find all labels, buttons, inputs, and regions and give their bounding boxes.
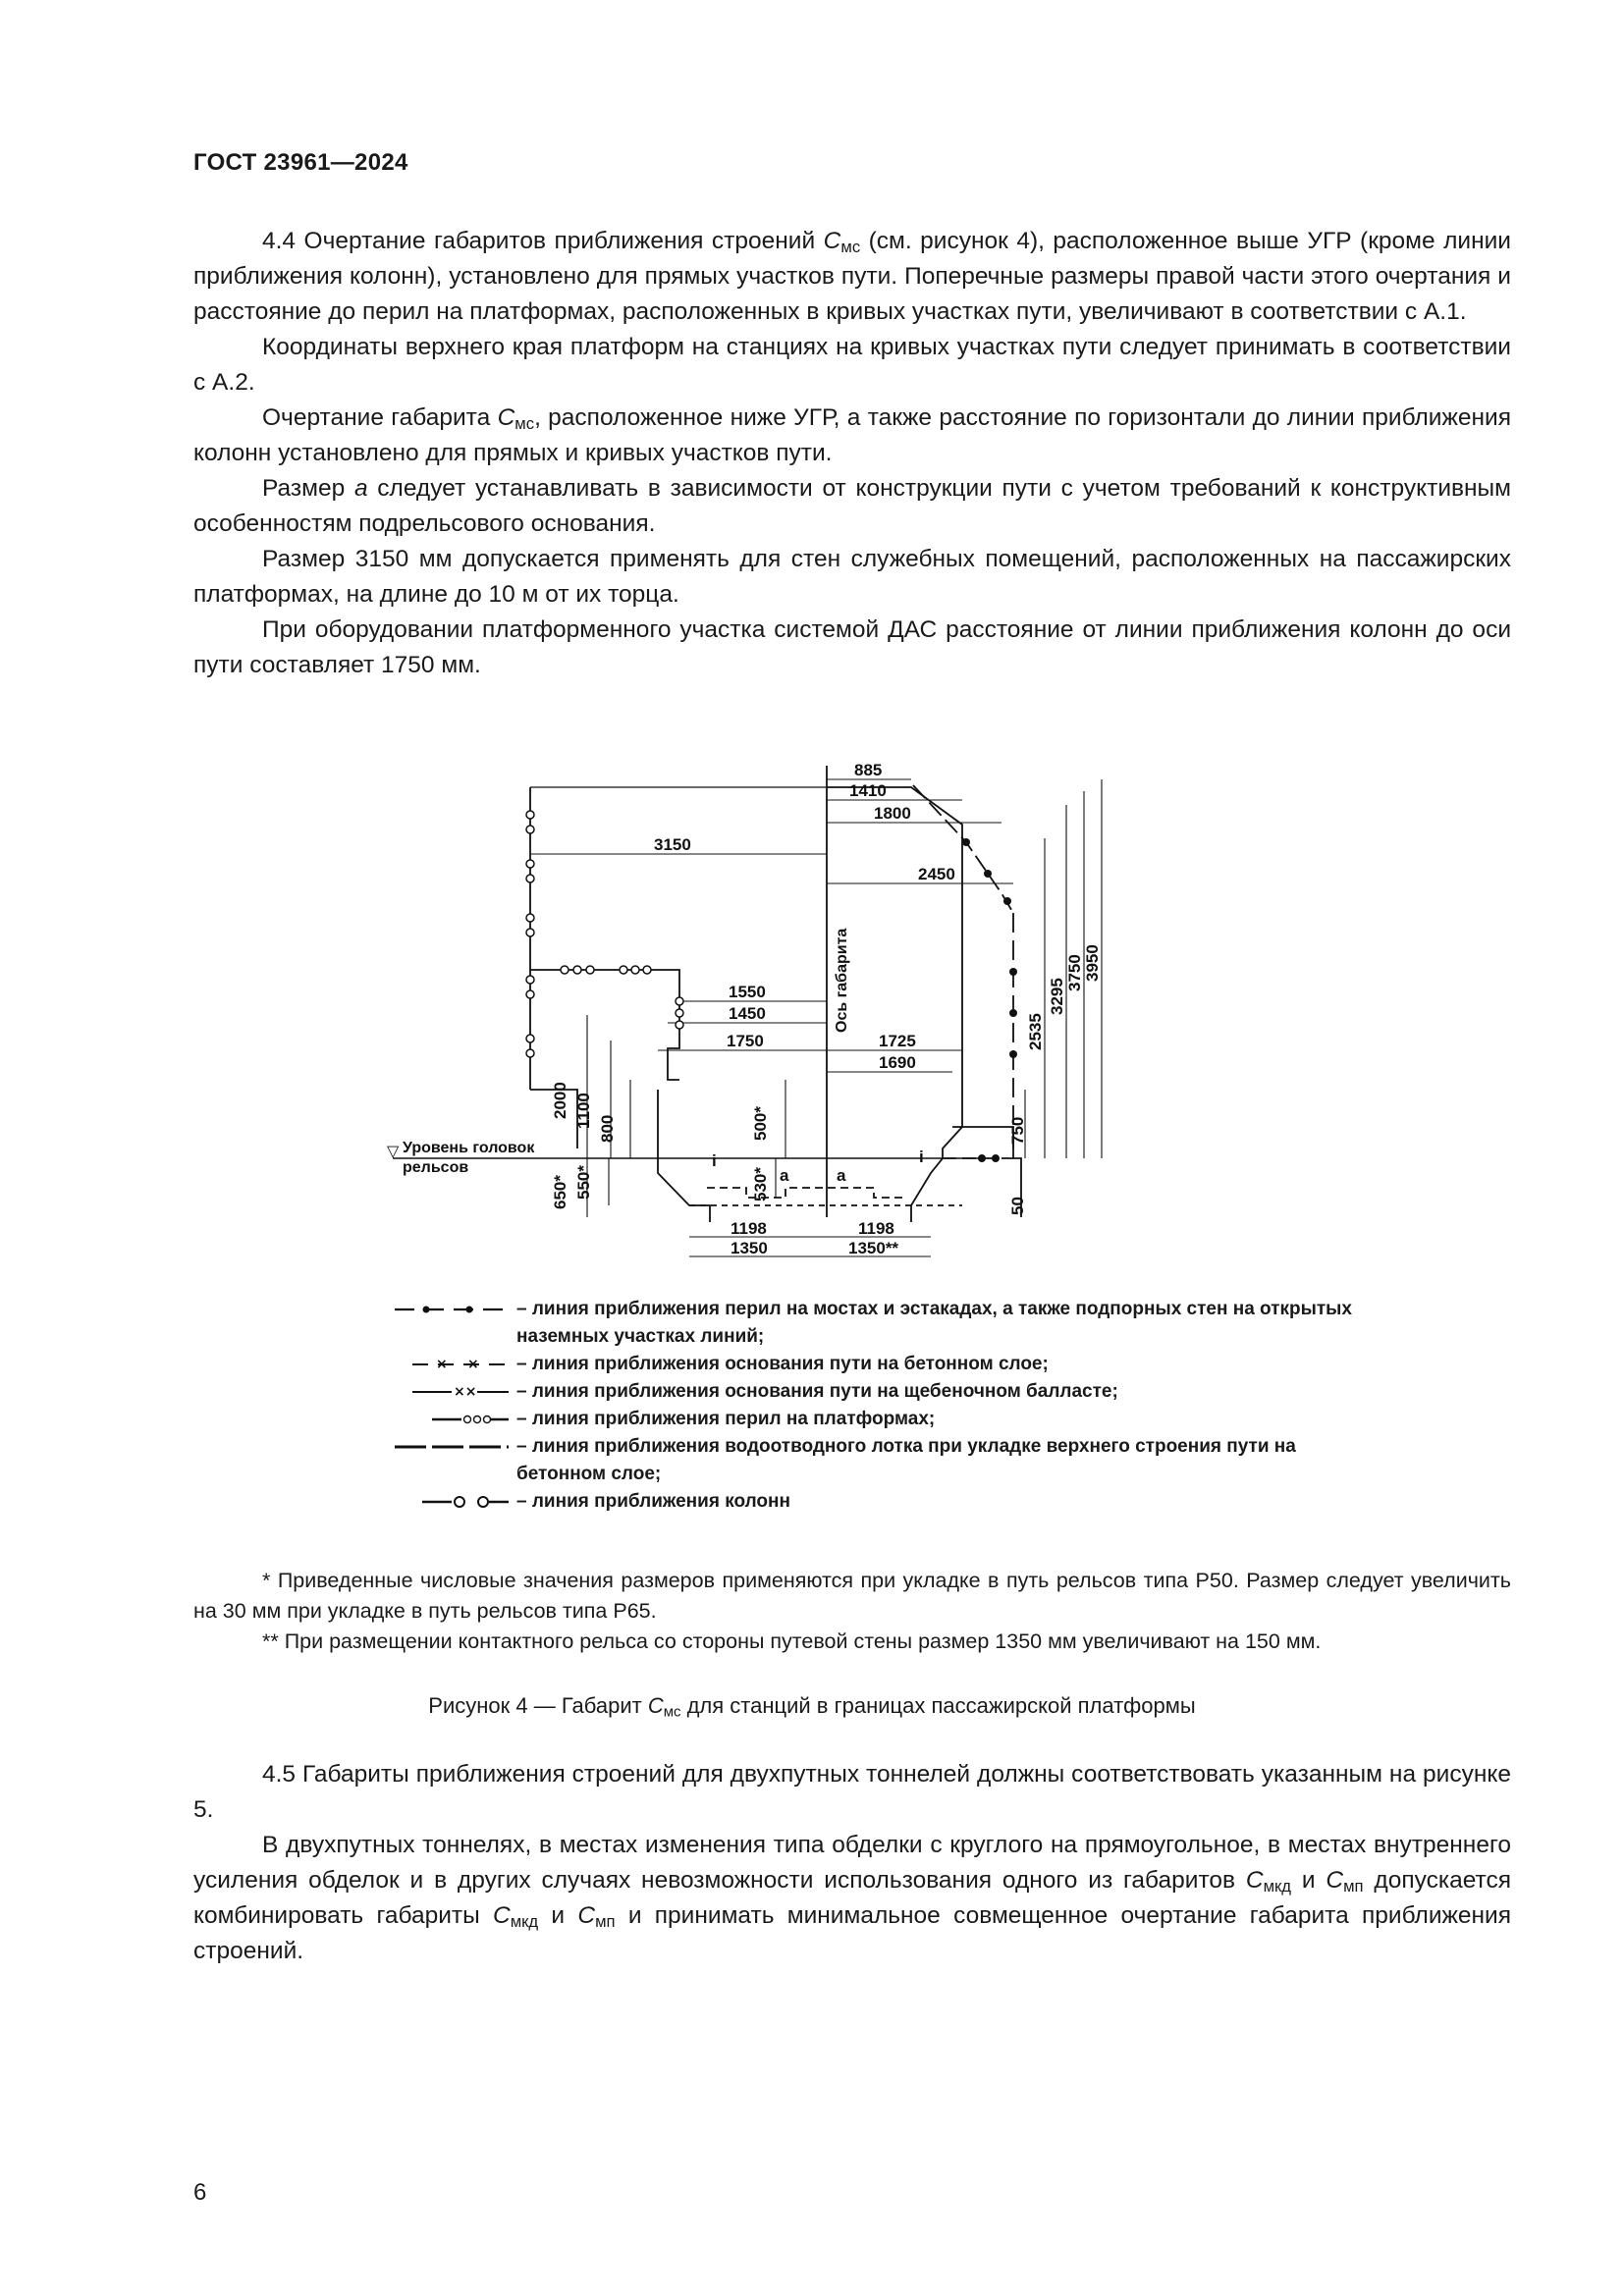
- dim-885: 885: [854, 761, 883, 779]
- track-base-left: [658, 1090, 710, 1222]
- legend-item-concrete-base: × × – линия приближения основания пути на бетонном слое;: [373, 1351, 1355, 1378]
- dim-1198-left: 1198: [731, 1219, 767, 1238]
- dash-ooo-line-icon: [373, 1406, 511, 1433]
- dim-2000: 2000: [551, 1082, 569, 1119]
- paragraph-4-4-1: 4.4 Очертание габаритов приближения строений $С_{мс}$ (см. рисунок 4), расположенное выше УГР (кроме линии приближения колонн), установлено для прямых участков пути. Поперечные размеры правой части этого очертания и расстояние до перил на платформах, расположенных в кривых участках пути, увеличивают в соответствии с А.1.: [193, 228, 1511, 325]
- legend-item-ballast-base: ×× – линия приближения основания пути на щебеночном балласте;: [373, 1378, 1355, 1406]
- dim-a-left: a: [780, 1166, 789, 1185]
- dim-3295: 3295: [1048, 978, 1066, 1015]
- figure-caption: Рисунок 4 — Габарит $С_{мс}$ для станций в границах пассажирской платформы: [428, 1693, 1196, 1721]
- svg-text:××: ××: [454, 1385, 477, 1399]
- rail-level-label-2: рельсов: [403, 1159, 469, 1176]
- dash-o-o-line-icon: [373, 1488, 511, 1516]
- document-header: ГОСТ 23961—2024: [193, 149, 408, 176]
- figure-4-clearance-diagram: [373, 756, 1237, 1266]
- section-4-5: [193, 1757, 1511, 1969]
- platform-railing-line: [530, 970, 679, 1080]
- paragraph-4-4-3: Очертание габарита $С_{мс}$, расположенное ниже УГР, а также расстояние по горизонтали до линии приближения колонн установлено для прямых и кривых участков пути.: [193, 404, 1511, 466]
- dim-800: 800: [598, 1114, 617, 1143]
- dim-2450: 2450: [918, 865, 955, 883]
- dim-1690: 1690: [879, 1053, 916, 1072]
- page-number: 6: [193, 2179, 207, 2206]
- slope-i-left: i: [712, 1151, 717, 1170]
- rail-level-label-1: Уровень головок: [403, 1140, 535, 1156]
- dim-a-right: a: [837, 1166, 846, 1185]
- dash-dot-line-icon: [373, 1296, 511, 1323]
- dim-1350-left: 1350: [731, 1239, 768, 1257]
- section-4-4: [193, 224, 1511, 683]
- dim-1725: 1725: [879, 1032, 916, 1050]
- legend-item-columns: – линия приближения колонн: [373, 1488, 1355, 1516]
- dim-1410: 1410: [849, 781, 887, 800]
- dim-1100: 1100: [574, 1093, 593, 1129]
- note-2: ** При размещении контактного рельса со стороны путевой стены размер 1350 мм увеличивают на 150 мм.: [262, 1629, 1322, 1653]
- dim-1350-right: 1350**: [848, 1239, 899, 1257]
- dim-3950: 3950: [1083, 944, 1102, 982]
- svg-text:×: ×: [436, 1358, 448, 1371]
- dim-2535: 2535: [1026, 1013, 1045, 1050]
- dim-50: 50: [1008, 1197, 1027, 1215]
- paragraph-4-4-2: Координаты верхнего края платформ на станциях на кривых участках пути следует принимать в соответствии с А.2.: [193, 334, 1511, 396]
- dim-530s: 530*: [751, 1167, 770, 1201]
- dim-1550: 1550: [729, 983, 766, 1001]
- svg-text:×: ×: [467, 1358, 479, 1371]
- paragraph-4-4-5: Размер 3150 мм допускается применять для стен служебных помещений, расположенных на пассажирских платформах, на длине до 10 м от их торца.: [193, 546, 1511, 608]
- bridge-railing-line: [913, 785, 1013, 913]
- dim-750: 750: [1008, 1116, 1027, 1145]
- paragraph-4-5-2: В двухпутных тоннелях, в местах изменения типа обделки с круглого на прямоугольное, в местах внутреннего усиления обделок и в других случаях невозможности использования одного из габаритов $С_{мкд}$ и $С_{мп}$ допускается комбинировать габариты $С_{мкд}$ и $С_{мп}$ и принимать минимальное совмещенное очертание габарита приближения строений.: [193, 1832, 1512, 1964]
- rail-level-marker: ▽: [387, 1144, 400, 1160]
- dim-1198-right: 1198: [858, 1219, 894, 1238]
- clearance-diagram-svg: [373, 756, 1237, 1266]
- slope-i-right: i: [919, 1148, 924, 1166]
- figure-legend: [373, 1296, 1355, 1516]
- dim-1800: 1800: [874, 804, 911, 823]
- legend-item-platform-railing: – линия приближения перил на платформах;: [373, 1406, 1355, 1433]
- dash-x-line-icon: [373, 1351, 511, 1378]
- dim-650s: 650*: [551, 1175, 569, 1209]
- long-dash-line-icon: [373, 1433, 511, 1461]
- paragraph-4-4-4: Размер а следует устанавливать в зависимости от конструкции пути с учетом требований к конструктивным особенностям подрельсового основания.: [193, 475, 1511, 537]
- dim-1450: 1450: [729, 1004, 766, 1023]
- dim-3750: 3750: [1065, 954, 1084, 991]
- dim-1750: 1750: [727, 1032, 764, 1050]
- gauge-axis-label: Ось габарита: [834, 928, 850, 1033]
- note-1: * Приведенные числовые значения размеров применяются при укладке в путь рельсов типа Р50. Размер следует увеличить на 30 мм при укладке в путь рельсов типа Р65.: [193, 1569, 1511, 1623]
- legend-item-drain-tray: – линия приближения водоотводного лотка при укладке верхнего строения пути на бетонном слое;: [373, 1433, 1355, 1488]
- dim-500s: 500*: [751, 1106, 770, 1141]
- paragraph-4-5-1: 4.5 Габариты приближения строений для двухпутных тоннелей должны соответствовать указанным на рисунке 5.: [193, 1761, 1511, 1823]
- figure-notes: [193, 1566, 1511, 1657]
- dim-550s: 550*: [574, 1165, 593, 1200]
- dash-xx-line-icon: [373, 1378, 511, 1406]
- dim-3150: 3150: [654, 835, 691, 854]
- paragraph-4-4-6: При оборудовании платформенного участка системой ДАС расстояние от линии приближения колонн до оси пути составляет 1750 мм.: [193, 616, 1511, 678]
- legend-item-bridge-railing: – линия приближения перил на мостах и эстакадах, а также подпорных стен на открытых наземных участках линий;: [373, 1296, 1355, 1351]
